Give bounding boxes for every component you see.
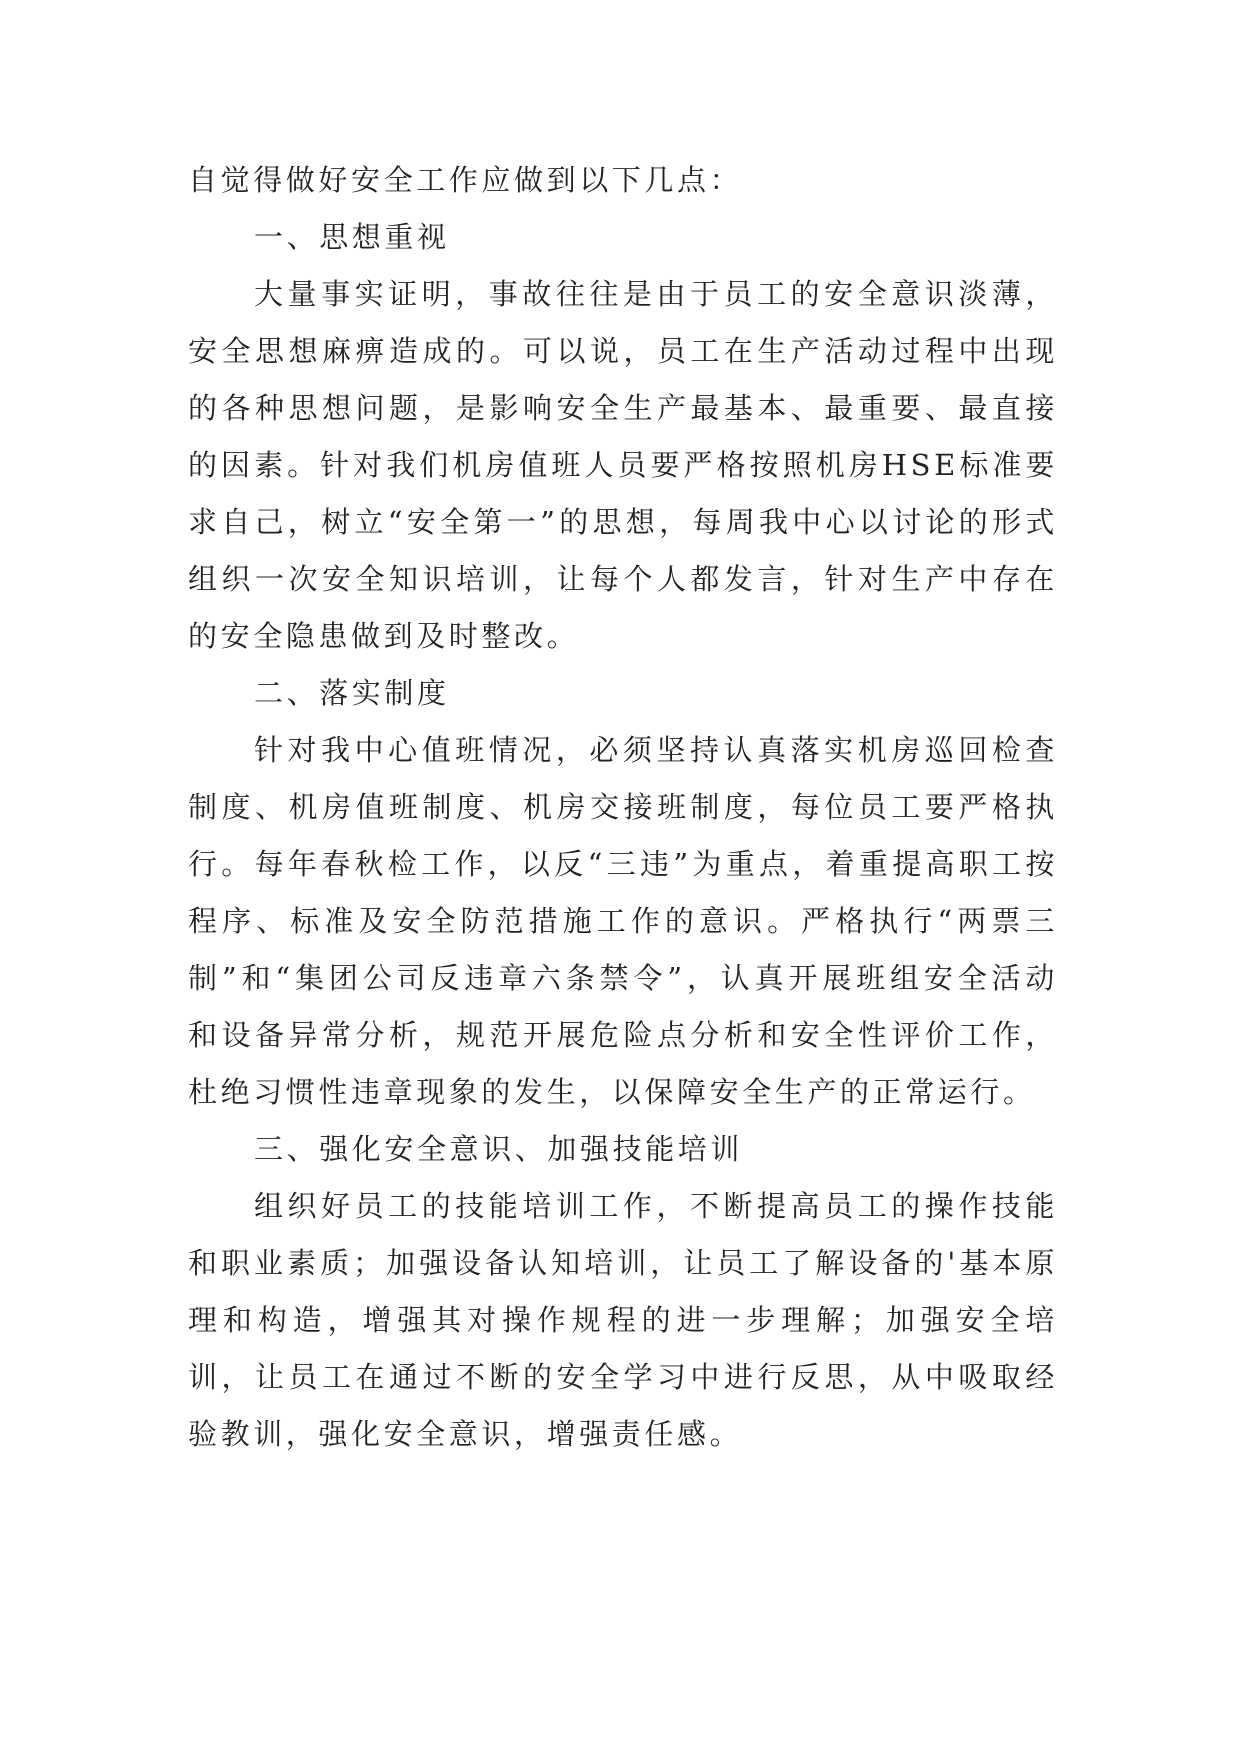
section-body-3: 组织好员工的技能培训工作，不断提高员工的操作技能和职业素质；加强设备认知培训，让员工了解设备的'基本原理和构造，增强其对操作规程的进一步理解；加强安全培训，让员工在通过不断的安全学习中进行反思，从中吸取经验教训，强化安全意识，增强责任感。 — [188, 1189, 1058, 1451]
section-body-2: 针对我中心值班情况，必须坚持认真落实机房巡回检查制度、机房值班制度、机房交接班制度，每位员工要严格执行。每年春秋检工作，以反“三违”为重点，着重提高职工按程序、标准及安全防范措施工作的意识。严格执行“两票三制”和“集团公司反违章六条禁令”，认真开展班组安全活动和设备异常分析，规范开展危险点分析和安全性评价工作，杜绝习惯性违章现象的发生，以保障安全生产的正常运行。 — [188, 733, 1058, 1109]
section-heading-1: 一、思想重视 — [254, 220, 450, 254]
section-heading-2: 二、落实制度 — [254, 676, 450, 710]
section-body-1: 大量事实证明，事故往往是由于员工的安全意识淡薄，安全思想麻痹造成的。可以说，员工在生产活动过程中出现的各种思想问题，是影响安全生产最基本、最重要、最直接的因素。针对我们机房值班人员要严格按照机房HSE标准要求自己，树立“安全第一”的思想，每周我中心以讨论的形式组织一次安全知识培训，让每个人都发言，针对生产中存在的安全隐患做到及时整改。 — [188, 277, 1058, 653]
lead-paragraph: 自觉得做好安全工作应做到以下几点： — [188, 163, 743, 197]
section-heading-3: 三、强化安全意识、加强技能培训 — [254, 1132, 744, 1166]
document-body — [188, 152, 1058, 1463]
